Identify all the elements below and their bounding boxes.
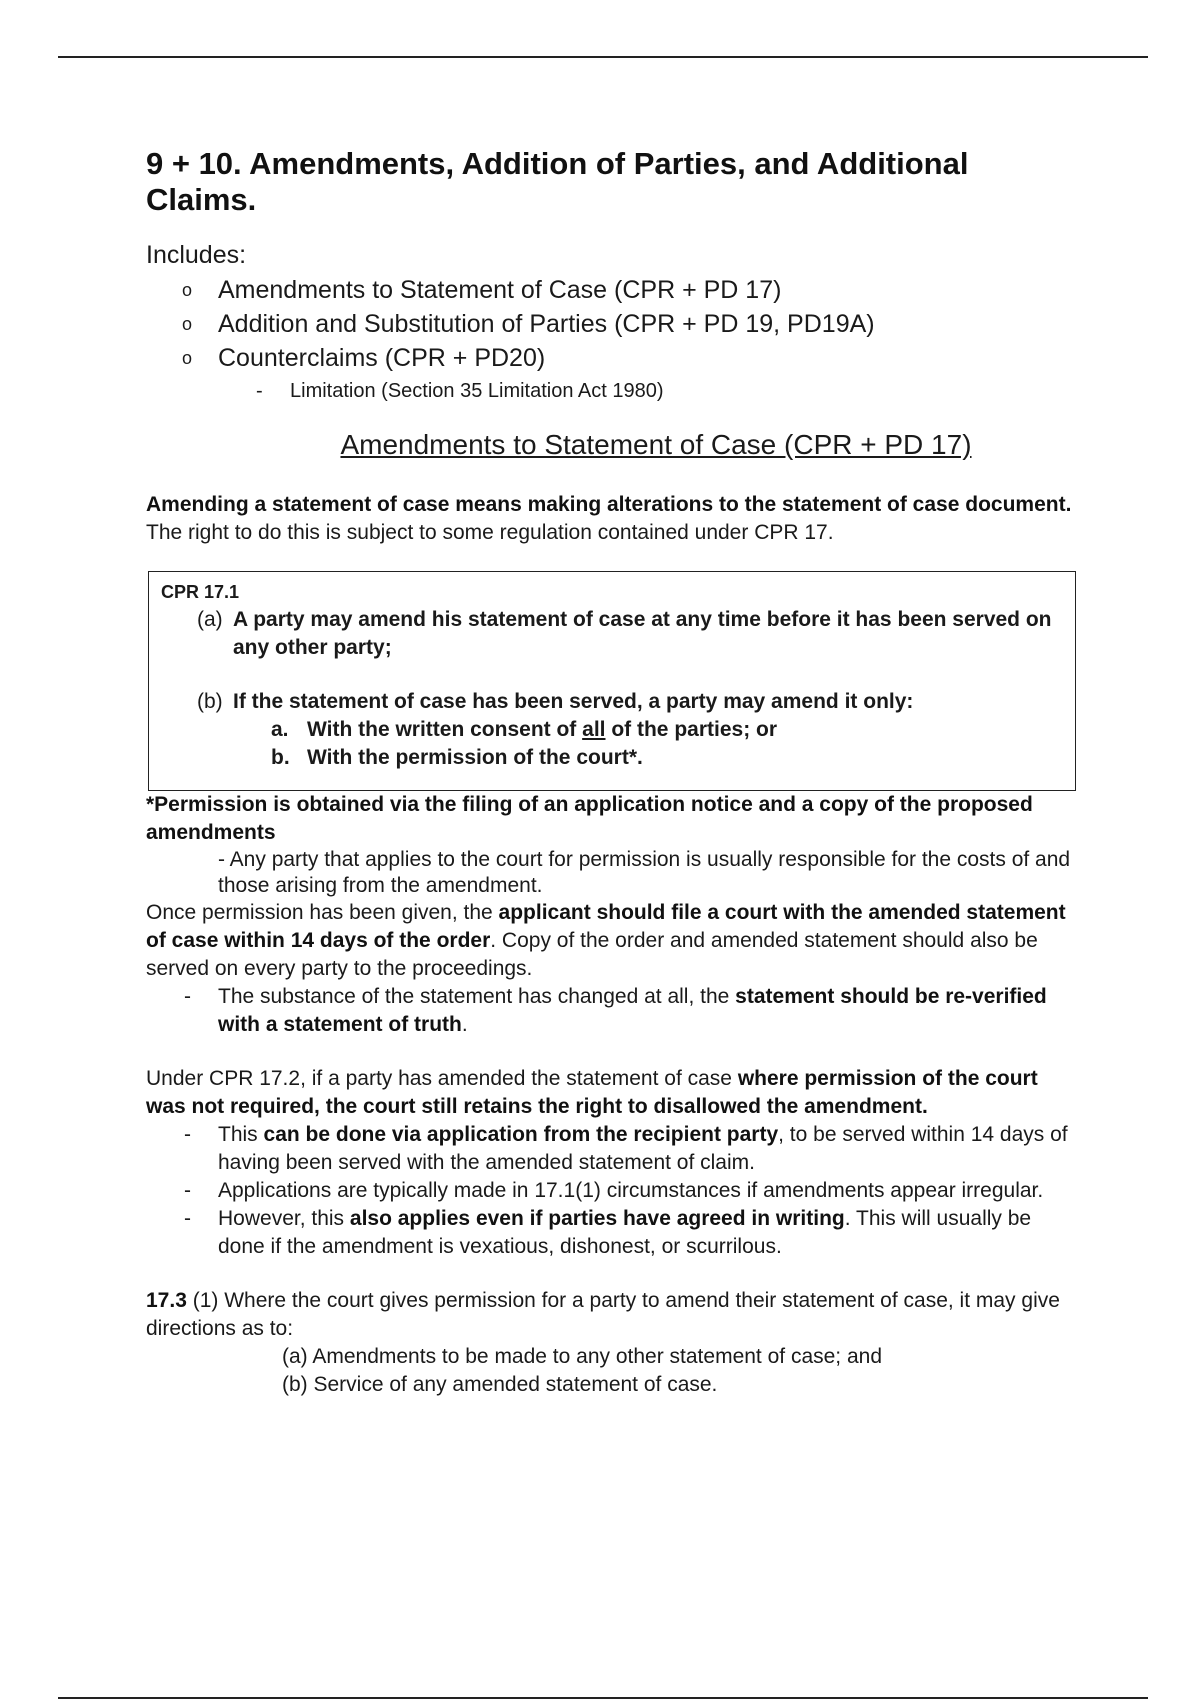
once-permission-paragraph: Once permission has been given, the applicant should file a court with the amended statement of case within 14 days of the order. Copy of the order and amended statement should also be served on every party to the proceedings. (146, 901, 1066, 980)
circle-bullet-icon: o (182, 280, 193, 300)
direction-item-a: (a) Amendments to be made to any other statement of case; and (282, 1345, 883, 1368)
page-title: 9 + 10. Amendments, Addition of Parties, and Additional Claims. (146, 146, 969, 217)
list-item: o Amendments to Statement of Case (CPR + PD 17) (182, 273, 1076, 307)
dash-bullet-icon: - (184, 1123, 191, 1146)
rule-item-b: (b) If the statement of case has been served, a party may amend it only: (197, 690, 914, 713)
list-item: - The substance of the statement has changed at all, the statement should be re-verified with a statement of truth. (184, 985, 1047, 1036)
dash-bullet-icon: - (256, 380, 263, 402)
list-item: - However, this also applies even if parties have agreed in writing. This will usually be done if the amendment is vexatious, dishonest, or scurrilous. (184, 1207, 1032, 1258)
dash-bullet-icon: - (184, 985, 191, 1008)
header-rule (58, 56, 1148, 58)
footer-rule (58, 1697, 1148, 1699)
section-heading: Amendments to Statement of Case (CPR + PD 17) (340, 429, 972, 460)
intro-paragraph: Amending a statement of case means making alterations to the statement of case document. The right to do this is subject to some regulation contained under CPR 17. (146, 493, 1072, 544)
list-item: - Applications are typically made in 17.1(1) circumstances if amendments appear irregular. (146, 1177, 1076, 1205)
box-heading: CPR 17.1 (161, 582, 240, 602)
substance-list (146, 983, 1076, 1039)
list-item: - This can be done via application from the recipient party, to be served within 14 days of having been served with the amended statement of claim. (184, 1123, 1068, 1174)
list-item: o Counterclaims (CPR + PD20) (182, 341, 1076, 375)
circle-bullet-icon: o (182, 314, 193, 334)
dash-bullet-icon: - (184, 1179, 191, 1202)
permission-note: - Any party that applies to the court for permission is usually responsible for the costs of and those arising from the amendment. (218, 848, 1071, 897)
includes-list (146, 273, 1076, 375)
rule-subitem-a: a. With the written consent of all of the parties; or (271, 718, 778, 741)
cpr-17-2-list (146, 1121, 1076, 1261)
document-page (146, 146, 1076, 1399)
rule-subitem-b: b. With the permission of the court*. (271, 746, 643, 769)
direction-item-b: (b) Service of any amended statement of case. (282, 1373, 718, 1396)
rule-item-a: (a) A party may amend his statement of case at any time before it has been served on any other party; (197, 608, 1052, 659)
cpr-17-3-paragraph: 17.3 (1) Where the court gives permission for a party to amend their statement of case, it may give directions as to: (146, 1289, 1060, 1340)
list-item: o Addition and Substitution of Parties (CPR + PD 19, PD19A) (182, 307, 1076, 341)
sub-include-item: - Limitation (Section 35 Limitation Act 1980) (146, 375, 1076, 407)
circle-bullet-icon: o (182, 348, 193, 368)
cpr-17-2-paragraph: Under CPR 17.2, if a party has amended the statement of case where permission of the court was not required, the court still retains the right to disallowed the amendment. (146, 1067, 1038, 1118)
cpr-17-1-box (148, 571, 1076, 791)
permission-paragraph: *Permission is obtained via the filing of an application notice and a copy of the proposed amendments (146, 793, 1033, 844)
includes-label: Includes: (146, 241, 247, 269)
dash-bullet-icon: - (184, 1207, 191, 1230)
